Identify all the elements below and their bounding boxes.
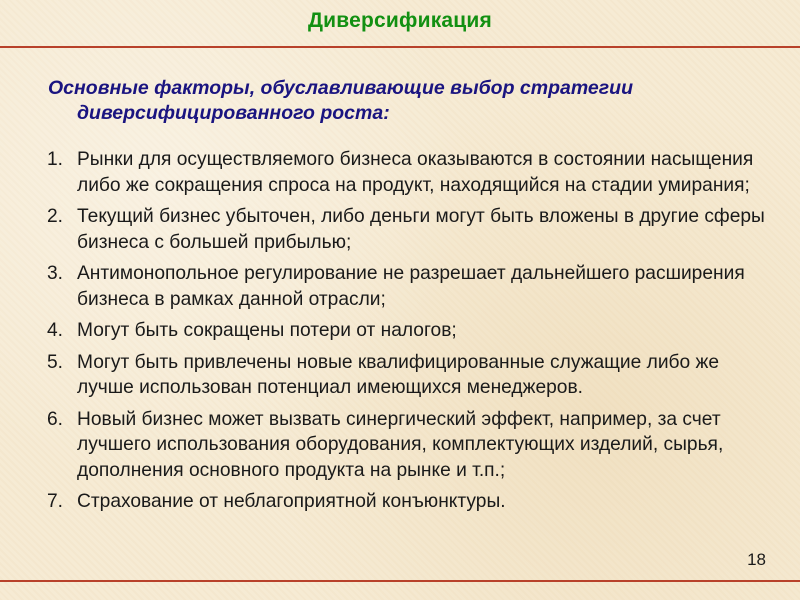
factor-item <box>47 318 777 344</box>
factor-item <box>47 350 777 401</box>
factor-text: Текущий бизнес убыточен, либо деньги могут быть вложены в другие сферы бизнеса с большей прибылью; <box>77 206 765 253</box>
factor-text: Могут быть сокращены потери от налогов; <box>77 320 457 341</box>
factor-text: Рынки для осуществляемого бизнеса оказываются в состоянии насыщения либо же сокращения спроса на продукт, находящийся на стадии умирания; <box>77 149 754 196</box>
title-divider <box>0 46 800 48</box>
factor-number: 2. <box>47 206 64 227</box>
factor-number: 5. <box>47 351 64 373</box>
factor-item <box>47 407 777 484</box>
slide-subtitle: Основные факторы, обуславливающие выбор стратегии диверсифицированного роста: <box>48 77 634 124</box>
factor-list <box>47 147 777 521</box>
factor-item <box>47 147 777 198</box>
bottom-divider <box>0 580 800 582</box>
factor-text: Страхование от неблагоприятной конъюнктуры. <box>77 491 506 512</box>
factor-text: Могут быть привлечены новые квалифицированные служащие либо же лучше использован потенциал имеющихся менеджеров. <box>77 351 720 398</box>
factor-number: 3. <box>47 263 64 284</box>
factor-item <box>47 204 777 255</box>
slide-title: Диверсификация <box>308 9 492 32</box>
factor-number: 7. <box>47 491 64 512</box>
factor-text: Антимонопольное регулирование не разрешает дальнейшего расширения бизнеса в рамках данной отрасли; <box>77 263 745 310</box>
factor-number: 1. <box>47 149 64 170</box>
factor-number: 6. <box>47 408 64 430</box>
factor-text: Новый бизнес может вызвать синергический эффект, например, за счет лучшего использования оборудования, комплектующих изделий, сырья, дополнения основного продукта на рынке и т.п.; <box>77 408 724 481</box>
factor-number: 4. <box>47 320 64 341</box>
factor-item <box>47 261 777 312</box>
factor-item <box>47 489 777 515</box>
page-number: 18 <box>747 550 766 569</box>
